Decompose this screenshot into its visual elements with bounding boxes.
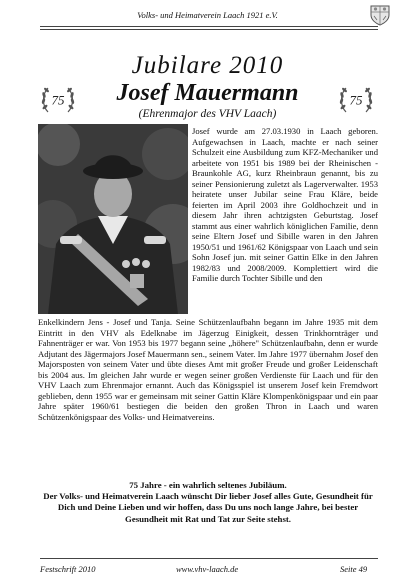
header-rule-2 (40, 29, 378, 30)
header-rule (40, 26, 378, 27)
footer-rule (40, 558, 378, 559)
honoree-subtitle: (Ehrenmajor des VHV Laach) (138, 108, 277, 120)
closing-line-2: Der Volks- und Heimatverein Laach wünscht Dir lieber Josef alles Gute, Gesundheit für Dich und Deine Lieben und wir hoffen, dass Du uns noch lange Jahre, bei bester Gesundheit mit Rat und Tat zur Seite stehst. (43, 491, 373, 524)
footer-left: Festschrift 2010 (40, 564, 96, 574)
biography-paragraph-full: Enkelkindern Jens - Josef und Tanja. Seine Schützenlaufbahn begann im Jahre 1935 mit dem Eintritt in den VHV als Edelknabe im Jägerzug Einigkeit, dessen Trinkhornträger und Fahnenträger er war. Von 1953 bis 1977 begann seine „höhere" Schützenlaufbahn, denn er wurde Adjutant des Jägermajors Josef Mauermann sen., seinem Vater. Im Jahre 1977 übernahm Josef den Majorsposten von seinem Vater und übte dieses Amt mit großer Freude und großer Leidenschaft bis 2004 aus. Im gleichen Jahr wurde er wegen seiner großen Verdienste für Laach und für den VHV Laach zum Ehrenmajor ernannt. Auch das Königsspiel ist unserem Josef kein Fremdwort geblieben, denn 1955 war er gemeinsam mit seiner Gattin Kläre Klompenkönigspaar und ein paar Jahre später 1960/61 bestiegen die beiden den großen Thron in Laach und waren Schützenkönigspaar des Volks- und Heimatvereins. (38, 317, 378, 422)
footer-right: Seite 49 (340, 564, 368, 574)
closing-line-1: 75 Jahre - ein wahrlich seltenes Jubiläum. (129, 480, 287, 490)
closing-wishes (38, 480, 378, 525)
laurel-wreath-icon (38, 80, 78, 120)
wreath-number: 75 (349, 92, 363, 108)
biography-paragraph-right: Josef wurde am 27.03.1930 in Laach geboren. Aufgewachsen in Laach, machte er nach seiner Schulzeit eine Ausbildung zum KFZ-Mechaniker und arbeitete von 1951 bis 1989 bei der Rheinischen - Braunkohle AG, kurz Rheinbraun genannt, bis zu seiner Pensionierung zuletzt als Lagerverwalter. 1953 heiratete unser Jubilar seine Frau Kläre, beide feierten im April 2003 ihre Goldhochzeit und in diesem Jahr ihren achtzigsten Geburtstag. Josef stammt aus einer wahrlich königlichen Familie, denn seine Eltern Josef und Sibille waren in den Jahren 1950/51 und 1961/62 Königspaar von Laach und sein Sohn Josef jun. mit seiner Gattin Elke in den Jahren 1982/83 und 2008/2009. Komplettiert wird die Familie durch Tochter Sibille und den (192, 126, 378, 283)
portrait-photo (38, 124, 188, 314)
honoree-name: Josef Mauermann (116, 80, 299, 106)
footer-center: www.vhv-laach.de (176, 564, 239, 574)
laurel-wreath-icon (336, 80, 376, 120)
page-title: Jubilare 2010 (131, 52, 284, 79)
portrait-photo-icon (38, 124, 188, 314)
wreath-number: 75 (51, 92, 65, 108)
coat-of-arms-icon (368, 4, 392, 26)
header-club-name: Volks- und Heimatverein Laach 1921 e.V. (137, 10, 278, 20)
